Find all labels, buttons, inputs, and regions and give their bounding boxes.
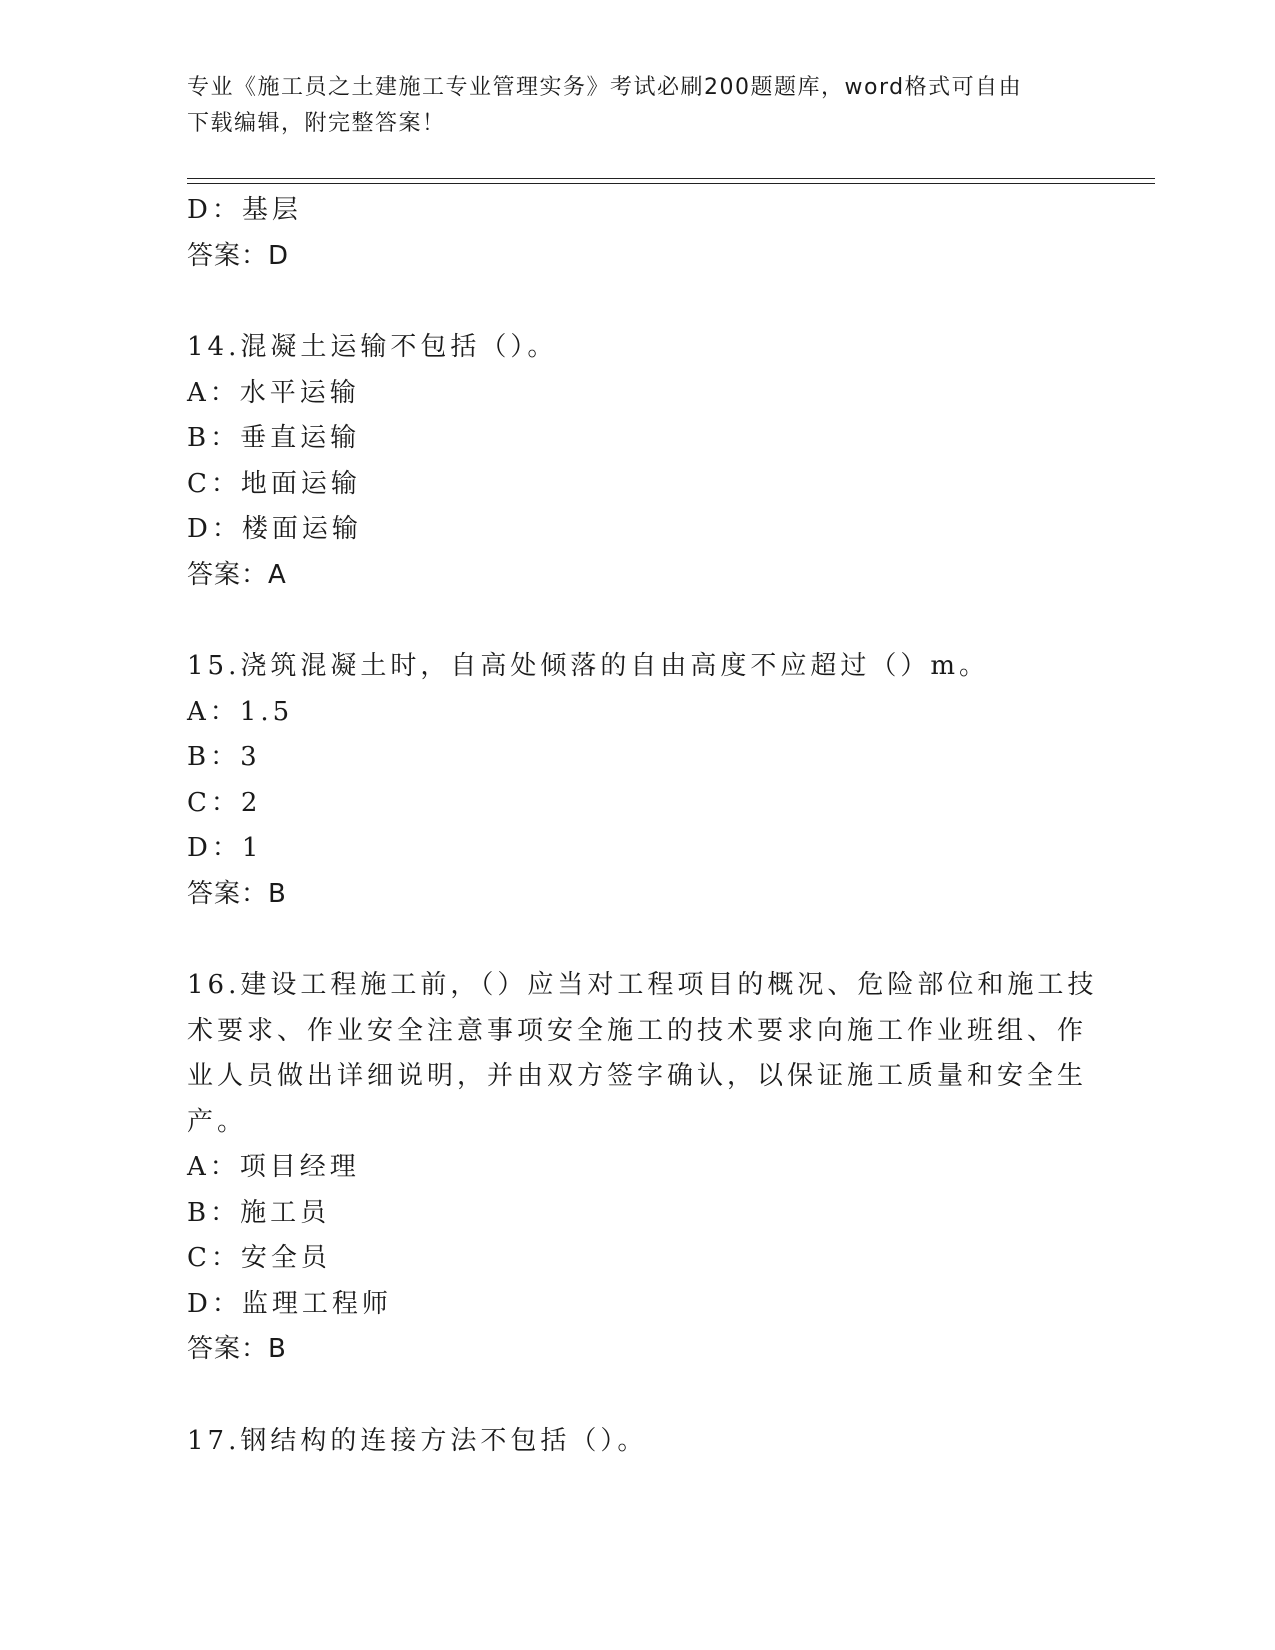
- question-16-text-line-4: 产。: [187, 1106, 248, 1137]
- question-14-option-c: C：地面运输: [187, 468, 361, 499]
- document-body: [187, 188, 1098, 1464]
- option-d: D：基层: [187, 195, 302, 225]
- question-15-option-d: D：1: [187, 833, 263, 863]
- question-14-option-b: B：垂直运输: [187, 423, 361, 453]
- question-15-option-a: A：1.5: [187, 696, 294, 727]
- question-16-option-d: D：监理工程师: [187, 1288, 392, 1319]
- question-14-option-d: D：楼面运输: [187, 514, 362, 544]
- question-15-option-b: B：3: [187, 742, 261, 772]
- question-17-text: 17.钢结构的连接方法不包括（）。: [187, 1425, 648, 1456]
- question-16-option-c: C：安全员: [187, 1243, 331, 1273]
- answer-line: 答案：D: [187, 240, 290, 271]
- question-15-option-c: C：2: [187, 787, 262, 818]
- question-15-text: 15.浇筑混凝土时，自高处倾落的自由高度不应超过（）m。: [187, 651, 990, 681]
- question-14-text: 14.混凝土运输不包括（）。: [187, 332, 558, 362]
- question-16-option-a: A：项目经理: [187, 1152, 360, 1182]
- question-16-answer: 答案：B: [187, 1334, 287, 1364]
- question-14-option-a: A：水平运输: [187, 377, 360, 408]
- question-spacer: [187, 1373, 1087, 1419]
- question-spacer: [187, 279, 1087, 325]
- header-divider-top: [187, 178, 1155, 179]
- question-15-answer: 答案：B: [187, 878, 287, 909]
- question-16-text-line-1: 16.建设工程施工前，（）应当对工程项目的概况、危险部位和施工技: [187, 970, 1098, 1000]
- question-16-text-line-3: 业人员做出详细说明，并由双方签字确认，以保证施工质量和安全生: [187, 1061, 1088, 1091]
- document-header: [187, 70, 1067, 142]
- question-16-option-b: B：施工员: [187, 1197, 331, 1228]
- header-line-1: 专业《施工员之土建施工专业管理实务》考试必刷200题题库，word格式可自由: [187, 75, 1023, 100]
- question-14-answer: 答案：A: [187, 559, 287, 590]
- header-line-2: 下载编辑，附完整答案！: [187, 111, 446, 136]
- header-divider-bottom: [187, 183, 1155, 184]
- question-spacer: [187, 598, 1087, 644]
- question-16-text-line-2: 术要求、作业安全注意事项安全施工的技术要求向施工作业班组、作: [187, 1015, 1088, 1046]
- question-spacer: [187, 917, 1087, 963]
